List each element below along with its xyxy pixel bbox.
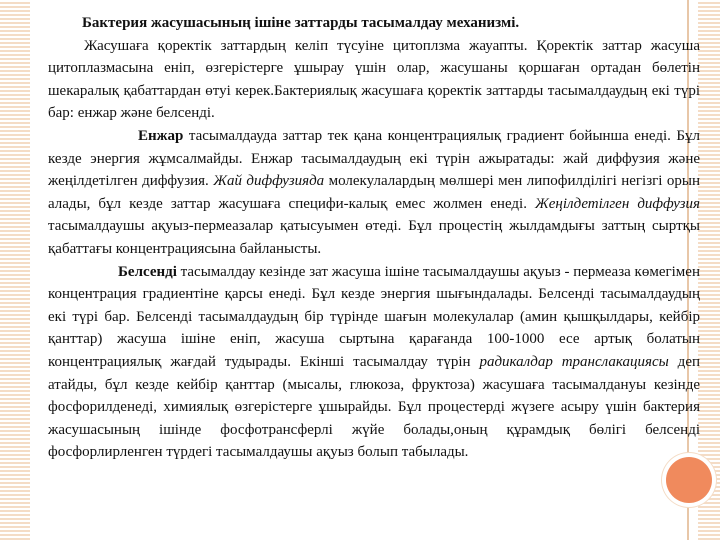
passive-text-b: молекулалардың мөлшері мен липофилділігі негізгі орын алады, бұл кезде заттар жасушаға специфи-калық емес жолмен енеді. [48,173,700,212]
passive-italic-simple-diffusion: Жай диффузияда [213,173,325,190]
passive-italic-facilitated-diffusion: Жеңілдетілген диффузия [535,195,700,212]
passive-text-c: тасымалдаушы ақуыз-пермеазалар қатысуымен өтеді. Бұл процестің жылдамдығы заттың сыртқы қабаттағы концентрациясына байланысты. [48,218,700,257]
right-decorative-border [698,0,720,540]
left-decorative-border [0,0,30,540]
paragraph-intro: Жасушаға қоректік заттардың келіп түсуіне цитоплзма жауапты. Қоректік заттар жасуша цитоплазмасына еніп, өзгерістерге ұшырау үшін олар, жасушаны қоршаған ортадан бөлетін шекаралық қабаттардан өтуі керек.Бактериялық жасушаға қоректік заттарды тасымалдаудың екі түрі бар: енжар және белсенді. [48,37,700,122]
term-active: Белсенді [118,263,177,280]
passive-text-a: тасымалдауда заттар тек қана концентрациялық градиент бойынша енеді. Бұл кезде энергия жұмсалмайды. Енжар тасымалдаудың екі түрін ажыратады: жай диффузия және жеңілдетілген диффузия. [48,127,700,190]
active-text-a: тасымалдау кезінде зат жасуша ішіне тасымалдаушы ақуыз - пермеаза көмегімен концентрация градиентіне қарсы енеді. Бұл кезде энергия шығындалады. Белсенді тасымалдаудың екі түрі бар. Белсенді тасымалдаудың бір түрінде шағын молекулалар (амин қышқылдары, кейбір қанттар) жасуша ішіне еніп, жасуша сыртына қарағанда 100-1000 есе артық болатын концентрациялық жағдай тудырады. Екінші тасымалдау түрін [48,263,700,370]
term-passive: Енжар [138,127,184,144]
document-body [48,12,700,464]
active-text-b: деп атайды, бұл кезде кейбір қанттар (мысалы, глюкоза, фруктоза) жасушаға тасымалдануы кезінде фосфорилденеді, химиялық өзгерістерге ұшырайды. Бұл процестерді жүзеге асыру үшін бактерия жасушасының ішінде фосфотрансферлі жүйе болады,оның құрамдық бөлігі белсенді фосфорлирленген түрдегі тасымалдаушы ақуыз болып табылады. [48,353,700,461]
decorative-circle [666,457,712,503]
paragraph-active [48,261,700,464]
document-title: Бактерия жасушасының ішіне заттарды тасымалдау механизмі. [82,15,520,31]
paragraph-passive [48,125,700,261]
active-italic-radical-translocation: радикалдар транслакациясы [479,353,669,370]
